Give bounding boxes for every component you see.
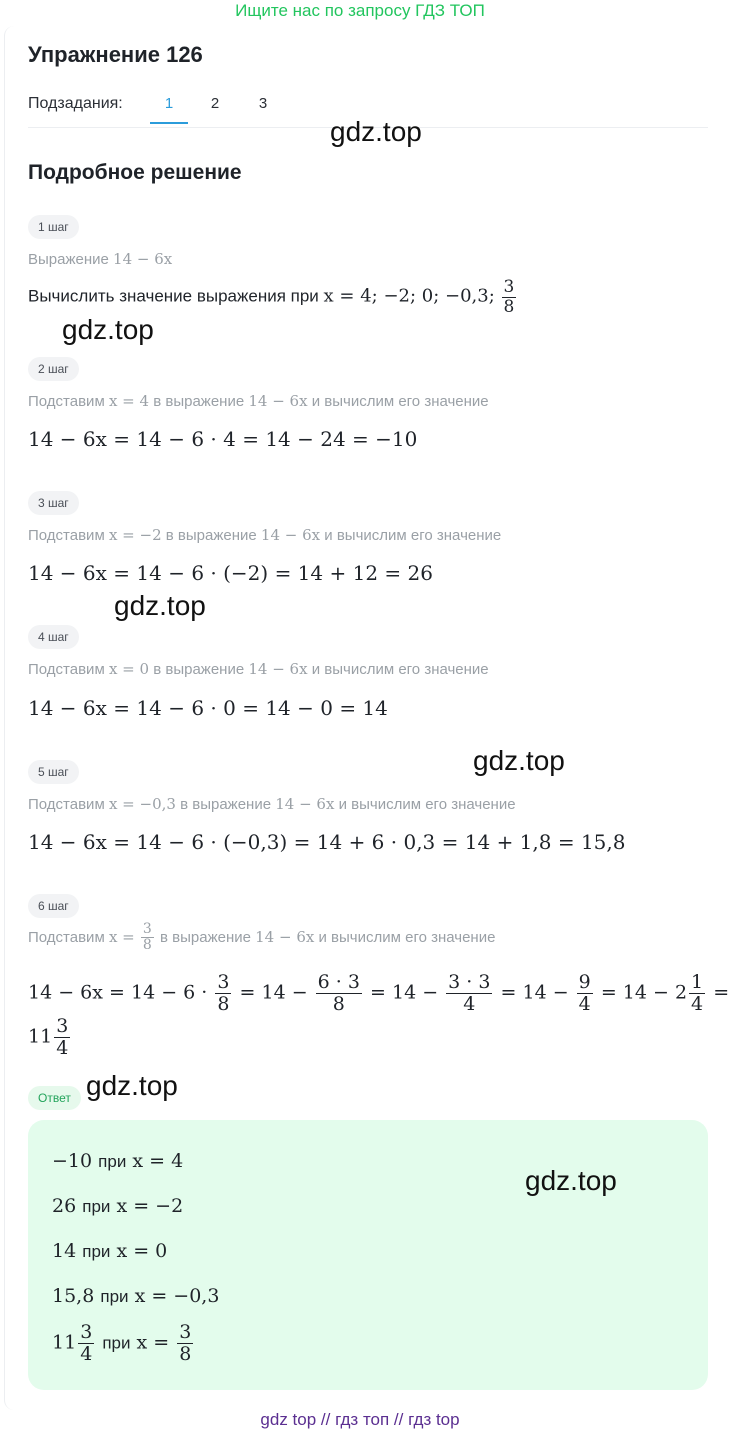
caption-text: Подставим xyxy=(28,527,105,544)
equation-part: = 14 − xyxy=(370,981,439,1004)
answer-condition: x = 4 xyxy=(132,1150,184,1172)
caption-text: и вычислим его значение xyxy=(311,393,489,410)
fraction-denominator: 8 xyxy=(179,1342,192,1365)
answer-word: при xyxy=(102,1333,131,1353)
watermark: gdz.top xyxy=(62,314,154,345)
equation-fraction xyxy=(577,972,593,1015)
equation-part: = xyxy=(713,981,729,1004)
caption-expression: 14 − 6x xyxy=(248,392,308,410)
step-badge: 5 шаг xyxy=(28,760,79,784)
caption-text: Подставим xyxy=(28,928,105,946)
caption-value: x = 4 xyxy=(108,392,150,410)
answer-condition: x = 0 xyxy=(116,1240,168,1262)
task-values: x = 4; −2; 0; −0,3; xyxy=(323,285,495,307)
step-caption xyxy=(28,795,516,813)
tab-subtask-2[interactable]: 2 xyxy=(210,95,220,112)
caption-expression: 14 − 6x xyxy=(248,660,308,678)
answer-value: 15,8 xyxy=(52,1285,95,1307)
caption-value: x = 0 xyxy=(108,660,150,678)
caption-value: x = xyxy=(108,927,135,946)
answer-box xyxy=(28,1120,708,1390)
equation-part: = 14 − xyxy=(239,981,308,1004)
subtasks-label: Подзадания: xyxy=(28,95,123,112)
equation-part: 14 − 6x = 14 − 6 · xyxy=(28,981,208,1004)
answer-word: при xyxy=(98,1152,127,1171)
fraction-numerator: 3 xyxy=(503,277,515,297)
fraction-numerator: 3 · 3 xyxy=(448,971,491,993)
caption-expression: 14 − 6x xyxy=(255,927,315,946)
step-equation: 14 − 6x = 14 − 6 · (−0,3) = 14 + 6 · 0,3 = 14 + 1,8 = 15,8 xyxy=(28,830,626,854)
equation-fraction xyxy=(689,972,705,1015)
answer-condition: x = −0,3 xyxy=(134,1285,220,1307)
answer-row xyxy=(52,1150,183,1172)
fraction-numerator: 1 xyxy=(691,971,704,993)
fraction-numerator: 9 xyxy=(578,971,591,993)
task-statement xyxy=(28,278,518,316)
step-equation-result xyxy=(28,1016,72,1059)
caption-text: и вычислим его значение xyxy=(338,796,516,813)
answer-row xyxy=(52,1240,167,1262)
step-badge: 4 шаг xyxy=(28,625,79,649)
caption-expression: 14 − 6x xyxy=(113,250,173,268)
result-whole: 11 xyxy=(28,1025,53,1048)
answer-value: 11 xyxy=(52,1331,77,1354)
answer-word: при xyxy=(100,1287,129,1306)
caption-text: Подставим xyxy=(28,661,105,678)
watermark: gdz.top xyxy=(330,116,422,147)
answer-row xyxy=(52,1322,195,1365)
caption-text: в выражение xyxy=(165,527,257,544)
fraction-numerator: 3 xyxy=(142,921,152,937)
caption-text: в выражение xyxy=(153,661,245,678)
step-equation: 14 − 6x = 14 − 6 · 0 = 14 − 0 = 14 xyxy=(28,696,388,720)
equation-part: = 14 − 2 xyxy=(600,981,688,1004)
step-badge: 3 шаг xyxy=(28,491,79,515)
answer-value: −10 xyxy=(52,1150,93,1172)
result-fraction xyxy=(54,1016,70,1059)
answer-value: 14 xyxy=(52,1240,77,1262)
caption-text: Подставим xyxy=(28,796,105,813)
fraction-denominator: 4 xyxy=(56,1036,69,1059)
fraction-denominator: 8 xyxy=(142,937,152,954)
task-text: Вычислить значение выражения при xyxy=(28,286,319,306)
step-equation: 14 − 6x = 14 − 6 · 4 = 14 − 24 = −10 xyxy=(28,427,418,451)
caption-text: Выражение xyxy=(28,251,109,268)
step-badge: 6 шаг xyxy=(28,894,79,918)
fraction-numerator: 3 xyxy=(179,1321,192,1343)
answer-value: 26 xyxy=(52,1195,77,1217)
equation-part: = 14 − xyxy=(500,981,569,1004)
watermark: gdz.top xyxy=(473,745,565,776)
step-badge: 1 шаг xyxy=(28,215,79,239)
step-equation: 14 − 6x = 14 − 6 · (−2) = 14 + 12 = 26 xyxy=(28,561,433,585)
fraction-denominator: 8 xyxy=(503,296,515,317)
watermark: gdz.top xyxy=(114,590,206,621)
answer-condition: x = xyxy=(136,1331,170,1354)
answer-word: при xyxy=(82,1197,111,1216)
step-caption xyxy=(28,660,489,678)
fraction-denominator: 8 xyxy=(332,992,345,1015)
watermark: gdz.top xyxy=(525,1165,617,1196)
answer-fraction xyxy=(177,1322,193,1365)
caption-text: и вычислим его значение xyxy=(311,661,489,678)
fraction-denominator: 8 xyxy=(217,992,230,1015)
watermark: gdz.top xyxy=(86,1070,178,1101)
fraction-denominator: 4 xyxy=(80,1342,93,1365)
fraction-denominator: 4 xyxy=(463,992,476,1015)
page-title: Упражнение 126 xyxy=(28,42,203,67)
caption-text: и вычислим его значение xyxy=(324,527,502,544)
caption-expression: 14 − 6x xyxy=(260,526,321,544)
step-badge: 2 шаг xyxy=(28,357,79,381)
caption-text: Подставим xyxy=(28,393,105,410)
fraction-numerator: 3 xyxy=(80,1321,93,1343)
equation-fraction xyxy=(316,972,362,1015)
caption-text: и вычислим его значение xyxy=(318,928,496,946)
tab-subtask-3[interactable]: 3 xyxy=(258,95,268,112)
fraction-numerator: 6 · 3 xyxy=(317,971,360,993)
fraction-denominator: 4 xyxy=(691,992,704,1015)
promo-banner[interactable]: Ищите нас по запросу ГДЗ ТОП xyxy=(235,1,485,20)
caption-value: x = −2 xyxy=(108,526,162,544)
step-caption xyxy=(28,922,495,954)
tab-subtask-1[interactable]: 1 xyxy=(150,95,188,112)
footer-links[interactable]: gdz top // гдз топ // гдз top xyxy=(260,1410,460,1429)
answer-fraction xyxy=(78,1322,94,1365)
caption-text: в выражение xyxy=(160,928,251,946)
caption-fraction xyxy=(141,922,154,954)
answer-word: при xyxy=(82,1242,111,1261)
caption-expression: 14 − 6x xyxy=(275,795,335,813)
caption-text: в выражение xyxy=(180,796,272,813)
caption-value: x = −0,3 xyxy=(108,795,176,813)
fraction-numerator: 3 xyxy=(217,971,230,993)
answer-row xyxy=(52,1195,183,1217)
answer-row xyxy=(52,1285,219,1307)
step-caption xyxy=(28,526,501,544)
fraction-numerator: 3 xyxy=(56,1015,69,1037)
fraction-denominator: 4 xyxy=(578,992,591,1015)
caption-text: в выражение xyxy=(153,393,245,410)
task-fraction xyxy=(502,278,517,316)
step-caption xyxy=(28,392,489,410)
answer-badge: Ответ xyxy=(28,1086,81,1110)
section-title: Подробное решение xyxy=(28,161,242,184)
step-equation xyxy=(28,972,729,1015)
answer-condition: x = −2 xyxy=(116,1195,184,1217)
equation-fraction xyxy=(215,972,231,1015)
equation-fraction xyxy=(446,972,492,1015)
step-caption xyxy=(28,250,172,268)
